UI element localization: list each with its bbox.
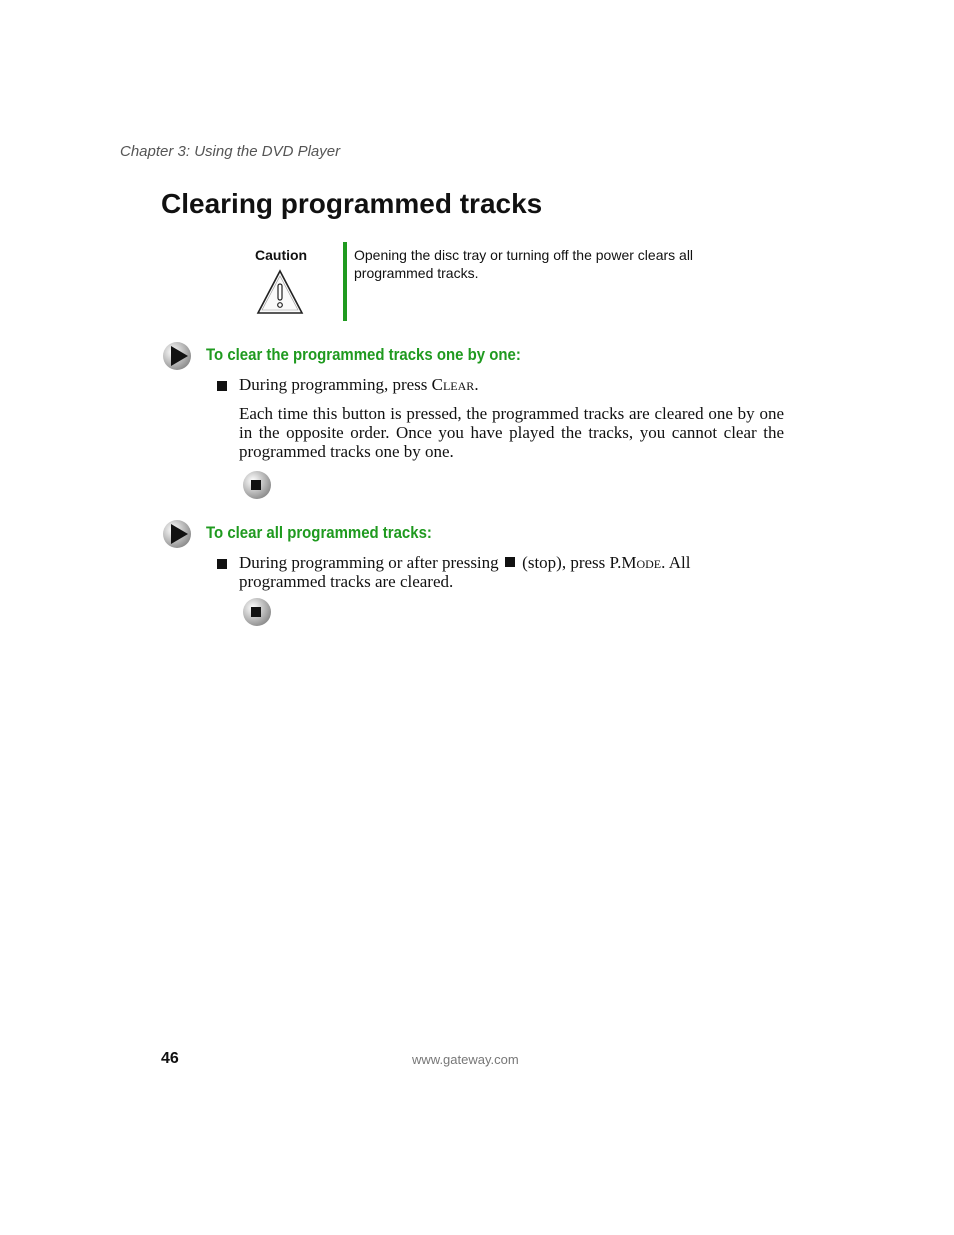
- step-clear-all: [239, 553, 739, 591]
- footer-url: www.gateway.com: [412, 1052, 519, 1067]
- step-note: Each time this button is pressed, the programmed tracks are cleared one by one in the opposite order. Once you have played the tracks, you cannot clear the programmed tracks one by one.: [239, 404, 784, 461]
- caution-box: [250, 242, 720, 322]
- stop-circle-icon: [242, 597, 272, 627]
- procedure-heading-clear-one: To clear the programmed tracks one by one:: [206, 345, 521, 364]
- step-text-prefix: During programming, press: [239, 375, 432, 394]
- warning-triangle-icon: [256, 269, 304, 315]
- clear-key-label: Clear: [431, 375, 475, 394]
- step-text-middle: (stop), press: [517, 553, 610, 572]
- caution-divider: [343, 242, 347, 321]
- play-arrow-icon: [162, 518, 192, 550]
- page-number: 46: [161, 1050, 179, 1067]
- step-clear-one: [239, 375, 784, 394]
- stop-icon: [505, 557, 515, 567]
- stop-circle-icon: [242, 470, 272, 500]
- caution-label: Caution: [255, 247, 308, 263]
- step-text-suffix: . All programmed tracks are cleared.: [239, 553, 691, 591]
- step-text-suffix: .: [474, 375, 479, 394]
- procedure-heading-clear-all: To clear all programmed tracks:: [206, 523, 432, 542]
- square-bullet-icon: [217, 559, 227, 569]
- chapter-header: Chapter 3: Using the DVD Player: [120, 143, 341, 160]
- play-arrow-icon: [162, 340, 192, 372]
- caution-text: Opening the disc tray or turning off the power clears all programmed tracks.: [354, 247, 694, 281]
- pmode-key-label: P.Mode: [609, 553, 662, 572]
- step-text-prefix: During programming or after pressing: [239, 553, 503, 572]
- square-bullet-icon: [217, 381, 227, 391]
- page-title: Clearing programmed tracks: [161, 188, 543, 219]
